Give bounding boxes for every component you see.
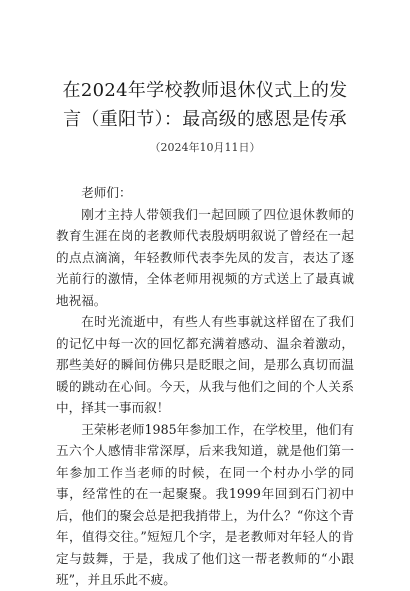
paragraph: 在时光流逝中，有些人有些事就这样留在了我们的记忆中每一次的回忆都充满着感动、温余着激动，那些美好的瞬间仿佛只是眨眼之间，是那么真切而温暖的跳动在心间。今天，从我与他们之间的个人关系中，择其一事而叙！ [56, 314, 354, 415]
document-date: （2024年10月11日） [149, 141, 261, 154]
paragraph: 刚才主持人带领我们一起回顾了四位退休教师的教育生涯在岗的老教师代表殷炳明叙说了曾经在一起的点点滴滴，年轻教师代表李先凤的发言，表达了逐光前行的激情，全体老师用视频的方式送上了最真诚地祝福。 [56, 206, 354, 308]
document-title: 在2024年学校教师退休仪式上的发言（重阳节）：最高级的感恩是传承 [62, 80, 348, 130]
greeting: 老师们： [81, 185, 132, 200]
paragraph: 王荣彬老师1985年参加工作，在学校里，他们有五六个人感情非常深厚，后来我知道，就是他们第一年参加工作当老师的时候，在同一个村办小学的同事，经常性的在一起聚聚。我1999年回到石门初中后，他们的聚会总是把我捎带上，为什么？“你这个青年，值得交往。”短短几个字，是老教师对年轻人的肯定与鼓舞，于是，我成了他们这一帮老教师的“小跟班”，并且乐此不疲。 [56, 421, 354, 587]
